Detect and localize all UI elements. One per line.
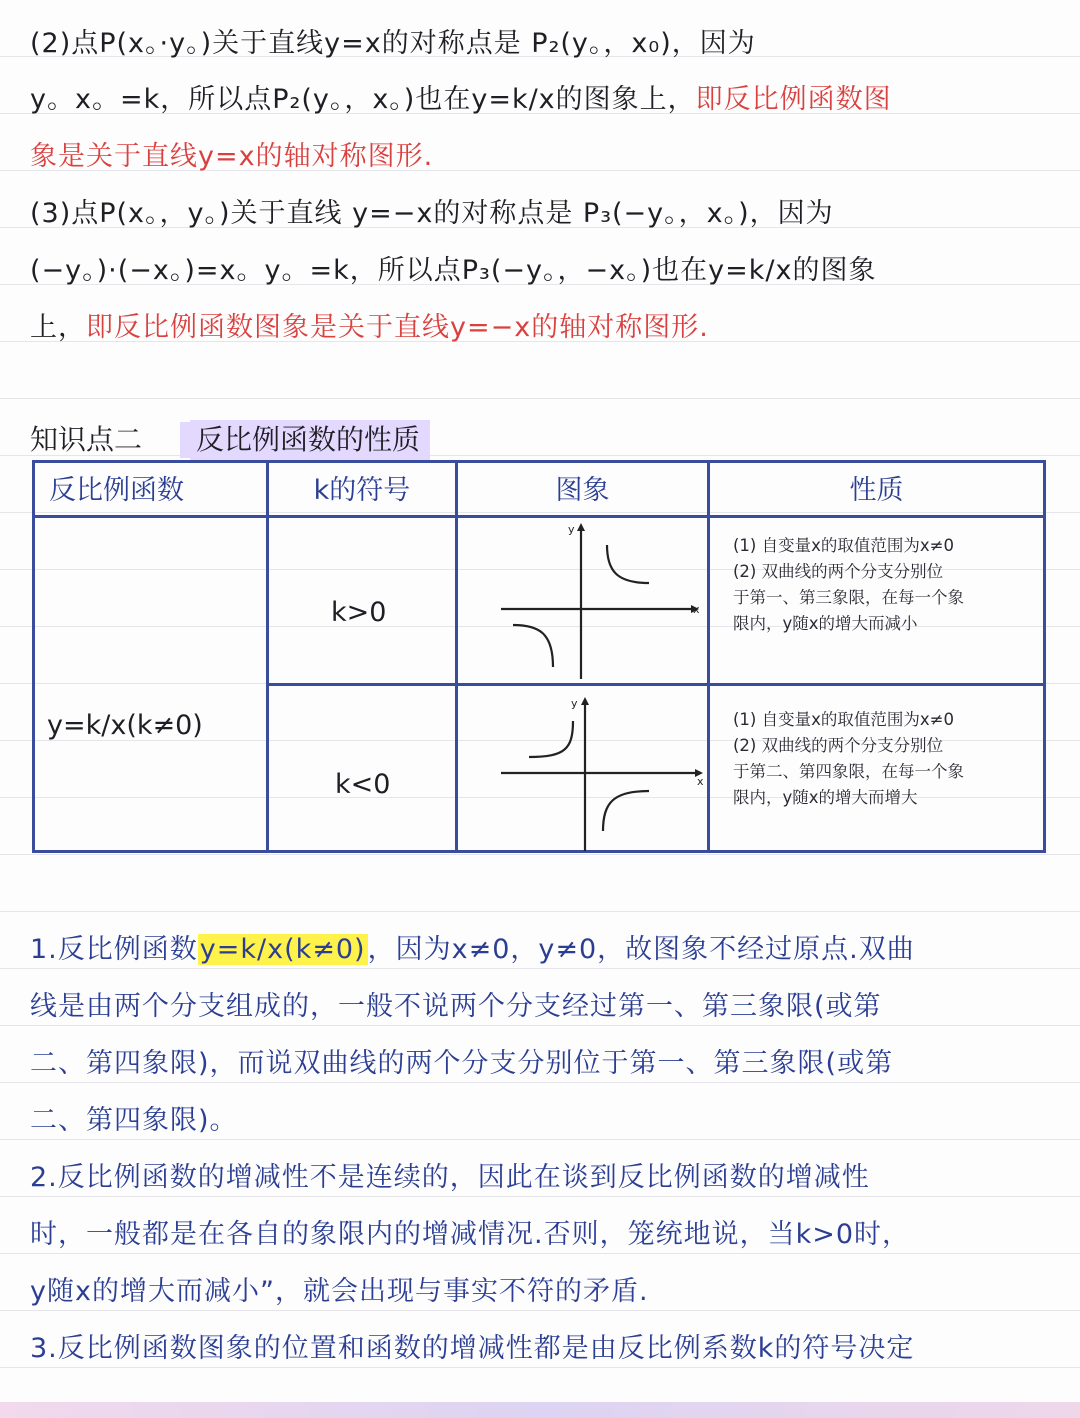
part3-line1: (3)点P(x。，y。)关于直线 y=−x的对称点是 P₃(−y。，x。)，因为 [30,198,834,229]
part3-line3-red: 即反比例函数图象是关于直线y=−x的轴对称图形. [86,312,709,343]
part2-line2 [30,80,1060,120]
header-graph: 图象 [555,475,610,506]
hyperbola-branch-q1 [607,545,649,583]
property-line: 于第一、第三象限，在每一个象 [733,588,964,607]
section-tag: 知识点二 [30,423,143,456]
part3-line2: (−y。)·(−x。)=x。y。=k，所以点P₃(−y。，−x。)也在y=k/x的图象 [30,255,877,286]
function-formula: y=k/x(k≠0) [47,710,203,741]
part2-line2-black: y。x。=k，所以点P₂(y。，x。)也在y=k/x的图象上， [30,84,696,115]
property-line: 限内，y随x的增大而减小 [733,614,918,633]
note1-line1 [30,930,1060,970]
part3-line3 [30,308,1060,348]
bottom-decoration [0,1402,1080,1418]
section-title: 反比例函数的性质 [190,420,430,460]
note1-prefix: 1.反比例函数 [30,934,198,965]
part2-line2-red: 即反比例函数图 [695,84,892,115]
property-line: (1) 自变量x的取值范围为x≠0 [733,710,954,729]
properties-table [32,460,1046,853]
header-function: 反比例函数 [49,475,184,506]
note1-rest: ，因为x≠0，y≠0，故图象不经过原点.双曲 [367,934,915,965]
property-line: (1) 自变量x的取值范围为x≠0 [733,536,954,555]
table-header-divider [35,515,1043,518]
x-axis-label: x [697,775,704,788]
y-axis-label: y [568,523,575,536]
note1-highlight: y=k/x(k≠0) [199,934,366,965]
note1-line3: 二、第四象限)，而说双曲线的两个分支分别位于第一、第三象限(或第 [30,1048,894,1079]
y-axis-arrow [577,523,585,531]
table-row-divider [266,683,1043,686]
header-k-sign: k的符号 [313,475,411,506]
note1-line4: 二、第四象限)。 [30,1105,238,1136]
graph-k-negative [495,691,705,853]
section-heading [30,420,430,460]
note2-line2: 时，一般都是在各自的象限内的增减情况.否则，笼统地说，当k>0时， [30,1219,911,1250]
y-axis-arrow [581,697,589,705]
header-properties: 性质 [849,475,904,506]
property-line: 限内，y随x的增大而增大 [733,788,918,807]
part2-line1: (2)点P(x。·y。)关于直线y=x的对称点是 P₂(y。，x₀)，因为 [30,28,756,59]
table-divider [266,463,269,850]
y-axis-label: y [571,697,578,710]
part2-line3: 象是关于直线y=x的轴对称图形. [30,141,434,172]
hyperbola-branch-q2 [529,721,573,757]
note1-line2: 线是由两个分支组成的，一般不说两个分支经过第一、第三象限(或第 [30,991,882,1022]
properties-k-positive [733,533,964,637]
table-divider [707,463,710,850]
property-line: (2) 双曲线的两个分支分别位 [733,562,944,581]
properties-k-negative [733,707,964,811]
note2-line3: y随x的增大而减小”，就会出现与事实不符的矛盾. [30,1276,649,1307]
sign-k-positive: k>0 [331,597,387,628]
table-divider [455,463,458,850]
sign-k-negative: k<0 [335,769,391,800]
property-line: 于第二、第四象限，在每一个象 [733,762,964,781]
property-line: (2) 双曲线的两个分支分别位 [733,736,944,755]
graph-k-positive [495,521,705,681]
note2-line1: 2.反比例函数的增减性不是连续的，因此在谈到反比例函数的增减性 [30,1162,870,1193]
x-axis-label: x [693,603,700,616]
hyperbola-branch-q3 [513,625,553,667]
part3-line3-black: 上， [30,312,86,343]
note3-line1: 3.反比例函数图象的位置和函数的增减性都是由反比例系数k的符号决定 [30,1333,915,1364]
hyperbola-branch-q4 [603,791,649,831]
